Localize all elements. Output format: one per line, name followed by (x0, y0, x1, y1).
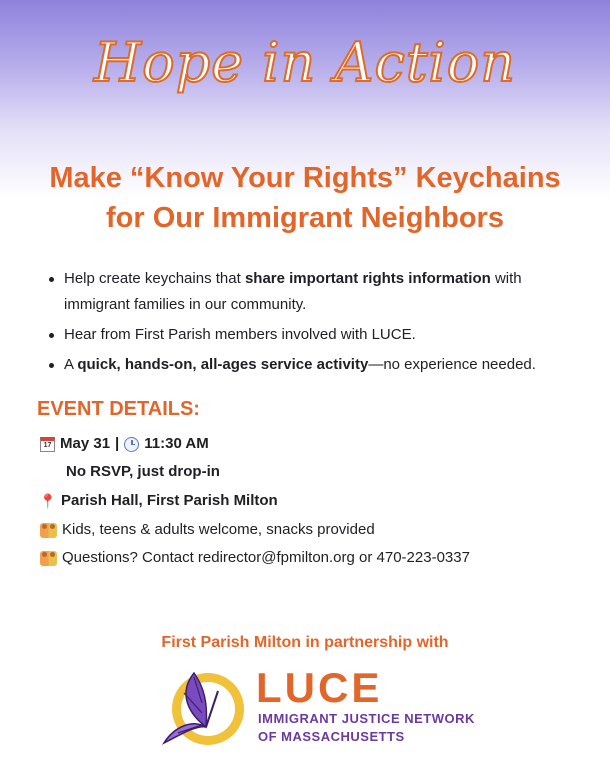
audience-text: Kids, teens & adults welcome, snacks provided (62, 521, 375, 538)
bullet-item (48, 352, 588, 378)
event-date: May 31 (60, 435, 111, 452)
butterfly-icon (158, 663, 250, 755)
bullet-item (48, 322, 588, 348)
calendar-icon: 17 (40, 437, 55, 452)
bullet-text: Hear from First Parish members involved with LUCE. (64, 326, 416, 343)
questions-row (40, 548, 470, 568)
people-icon (40, 551, 57, 566)
luce-subtitle-line-1: IMMIGRANT JUSTICE NETWORK (258, 711, 475, 726)
pin-icon: 📍 (39, 493, 57, 509)
bullet-item (48, 266, 588, 318)
bullet-bold-text: quick, hands-on, all-ages service activity (77, 356, 369, 373)
bullet-text: with immigrant families in our community. (64, 270, 522, 313)
clock-icon (124, 437, 139, 452)
headline-line-2: for Our Immigrant Neighbors (106, 202, 504, 234)
bullet-bold-text: share important rights information (244, 270, 491, 287)
luce-subtitle-line-2: OF MASSACHUSETTS (258, 729, 405, 744)
location-row (40, 491, 278, 511)
partner-line: First Parish Milton in partnership with (161, 634, 449, 651)
bullet-text: —no experience needed. (368, 356, 536, 373)
rsvp-row (66, 462, 220, 482)
date-time-row (40, 434, 209, 454)
headline (0, 158, 610, 238)
event-details-heading: EVENT DETAILS: (37, 398, 200, 420)
headline-line-1: Make “Know Your Rights” Keychains (49, 162, 561, 194)
bullet-list (48, 266, 588, 382)
rsvp-text: No RSVP, just drop-in (66, 463, 220, 480)
separator: | (115, 435, 120, 452)
bullet-text: A (64, 356, 78, 373)
script-title: Hope in Action (93, 31, 516, 94)
event-location: Parish Hall, First Parish Milton (61, 492, 278, 509)
audience-row (40, 520, 375, 540)
event-time: 11:30 AM (144, 435, 209, 452)
luce-logo-word: LUCE (256, 664, 383, 711)
questions-text[interactable]: Questions? Contact redirector@fpmilton.org or 470-223-0337 (62, 549, 470, 566)
people-icon (40, 523, 57, 538)
bullet-text: Help create keychains that (64, 270, 245, 287)
